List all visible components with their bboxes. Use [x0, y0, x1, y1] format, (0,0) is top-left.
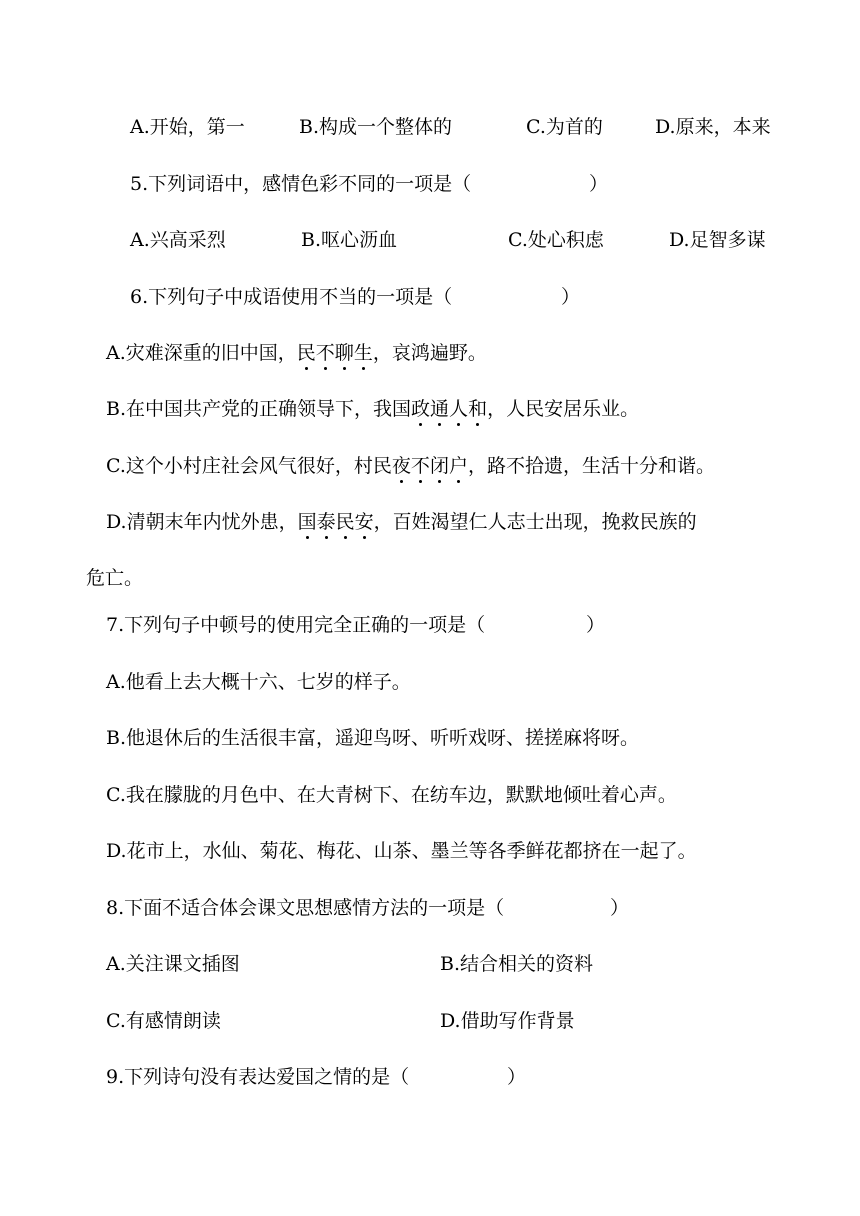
q8-stem: 8.下面不适合体会课文思想感情方法的一项是（	[106, 897, 505, 919]
q7-option-a: A.他看上去大概十六、七岁的样子。	[106, 671, 411, 693]
q7-stem: 7.下列句子中顿号的使用完全正确的一项是（	[106, 614, 486, 636]
q4-option-c: C.为首的	[526, 116, 603, 138]
q9-stem: 9.下列诗句没有表达爱国之情的是（	[106, 1066, 410, 1088]
q8-option-c: C.有感情朗读	[106, 1010, 221, 1032]
emphasis-char: 国	[297, 511, 317, 533]
emphasis-char: 通	[430, 398, 450, 420]
q4-option-a: A.开始，第一	[130, 116, 245, 138]
q8-option-b: B.结合相关的资料	[440, 953, 594, 975]
emphasis-char: 政	[411, 398, 431, 420]
q8-option-d: D.借助写作背景	[440, 1010, 575, 1032]
emphasis-char: 安	[354, 511, 374, 533]
emphasis-char: 不	[410, 455, 430, 477]
q6-option-d	[106, 510, 697, 534]
emphasis-char: 民	[335, 511, 355, 533]
emphasis-char: 户	[448, 455, 468, 477]
q6-option-a-post: ，哀鸿遍野。	[372, 342, 487, 364]
q5-option-a: A.兴高采烈	[130, 229, 226, 251]
q9-close-paren: ）	[507, 1066, 527, 1088]
q4-option-b: B.构成一个整体的	[299, 116, 453, 138]
q6-option-d-pre: D.清朝末年内忧外患，	[106, 511, 298, 533]
q7-option-d: D.花市上，水仙、菊花、梅花、山茶、墨兰等各季鲜花都挤在一起了。	[106, 840, 697, 862]
emphasis-char: 泰	[316, 511, 336, 533]
emphasis-char: 夜	[391, 455, 411, 477]
emphasis-char: 和	[468, 398, 488, 420]
emphasis-char: 聊	[334, 342, 354, 364]
emphasis-char: 人	[449, 398, 469, 420]
q7-option-c: C.我在朦胧的月色中、在大青树下、在纺车边，默默地倾吐着心声。	[106, 784, 677, 806]
q6-option-c-post: ，路不拾遗，生活十分和谐。	[467, 455, 715, 477]
emphasis-char: 生	[353, 342, 373, 364]
q6-option-a	[106, 341, 487, 365]
emphasis-char: 民	[296, 342, 316, 364]
q6-option-b	[106, 397, 639, 421]
q5-option-c: C.处心积虑	[508, 229, 604, 251]
q5-option-d: D.足智多谋	[669, 229, 766, 251]
q5-close-paren: ）	[589, 173, 609, 195]
q6-option-a-pre: A.灾难深重的旧中国，	[106, 342, 297, 364]
q7-option-b: B.他退休后的生活很丰富，遥迎鸟呀、听听戏呀、搓搓麻将呀。	[106, 727, 640, 749]
q5-stem: 5.下列词语中，感情色彩不同的一项是（	[130, 173, 472, 195]
q8-close-paren: ）	[610, 897, 630, 919]
q6-option-c-pre: C.这个小村庄社会风气很好，村民	[106, 455, 392, 477]
q8-option-a: A.关注课文插图	[106, 953, 240, 975]
q6-option-d-post: ，百姓渴望仁人志士出现，挽救民族的	[373, 511, 697, 533]
q6-stem: 6.下列句子中成语使用不当的一项是（	[130, 286, 453, 308]
q6-option-c	[106, 454, 715, 478]
q6-option-d-continuation: 危亡。	[86, 567, 144, 589]
emphasis-char: 不	[315, 342, 335, 364]
q6-close-paren: ）	[561, 286, 581, 308]
q6-option-b-post: ，人民安居乐业。	[487, 398, 640, 420]
q7-close-paren: ）	[586, 614, 606, 636]
emphasis-char: 闭	[429, 455, 449, 477]
q6-option-b-pre: B.在中国共产党的正确领导下，我国	[106, 398, 412, 420]
q5-option-b: B.呕心沥血	[301, 229, 398, 251]
q4-option-d: D.原来，本来	[655, 116, 771, 138]
